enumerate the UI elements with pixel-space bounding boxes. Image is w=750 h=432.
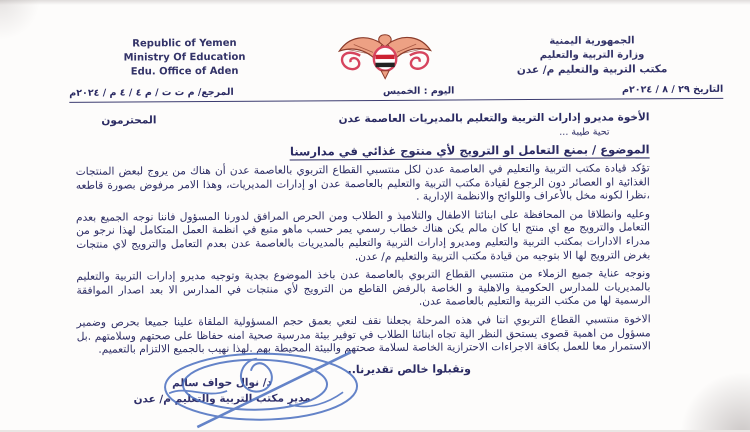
letterhead-arabic bbox=[477, 34, 707, 78]
closing-salutation: وتقبلوا خالص تقديرنا.. bbox=[347, 362, 471, 376]
paragraph-3: ونوجه عناية جميع الزملاء من منتسبي القطاع التربوي بالعاصمة عدن باخذ الموضوع بجدية وتوجيه مديرو إدارات التربية والتعليم بالمديريات للمدارس الحكومية والاهلية و الخاصة بالرفض القاطع من الترويج لأي منتجات في المدارس الا بعد اصدار الموافقة الرسمية لها من مكتب التربية والتعليم بالعاصمة عدن. bbox=[76, 267, 651, 309]
ministry-name-ar: وزارة التربية والتعليم bbox=[539, 48, 645, 61]
signature-scribble bbox=[139, 344, 385, 431]
paragraph-4: الاخوة منتسبي القطاع التربوي اننا في هذه المرحلة بجعلنا نقف لنعي بعمق حجم المسؤولية الملقاة علينا جميعا بحرص وضمير مسؤول من اهمية قصوى يستحق النظر الية تجاه ابنائنا الطلاب في توفير بيئة مدرسية صحية امنه حفاظا على صحتهم وسلامتهم .بل الاستمرار معا للعمل بكافة الاجراءات الاحترازية الخاصة لسلامة صحتهم والبيئة المحيطة بهم .لهذا نهيب بالجميع الالتزام بالتعميم. bbox=[76, 313, 651, 356]
letter-body bbox=[0, 156, 750, 358]
country-name-en: Republic of Yemen bbox=[132, 37, 237, 50]
country-name-ar: الجمهورية اليمنية bbox=[549, 35, 635, 47]
signer-name: د/ نوال حواف سالم bbox=[172, 376, 272, 390]
recipient-line: الأخوة مديرو إدارات التربية والتعليم بالمديريات العاصمة عدن bbox=[338, 111, 650, 126]
letterhead-english bbox=[77, 37, 292, 80]
ministry-name-en: Ministry Of Education bbox=[123, 51, 246, 64]
letterhead bbox=[0, 0, 749, 86]
paragraph-2: وعليه وانطلاقا من المحافظة على ابنائنا الاطفال والتلاميذ و الطلاب ومن الحرص المرافق لدورنا المسؤول فاننا نوجه الجميع بعدم التعامل والترويج مع اي منتج ايا كان مالم يكن هناك خطاب رسمي يمر حسب ماهو متبع في انظمة العمل المتكامل لهذا نرجو من مدراء الادارات بمكتب التربية والتعليم ومديرو إدارات التربية والتعليم بالمديريات بالعاصمة عدن بعدم التعامل والترويج لاي منتجات بغرض الترويج لها الا بتوجيه من قيادة مكتب التربية والتعليم م/ عدن. bbox=[75, 208, 651, 263]
day-field: اليوم : الخميس bbox=[383, 85, 455, 97]
office-name-en: Edu. Office of Aden bbox=[130, 65, 239, 78]
reference-field: المرجع/ م ت ت / م ٤ / ٤ م / ٢٠٢٤م bbox=[69, 86, 234, 99]
greeting-line: تحية طيبة ... bbox=[559, 126, 610, 138]
emblem-wrap bbox=[324, 28, 444, 85]
recipient-honorific: المحترمون bbox=[101, 114, 157, 127]
yemen-emblem-icon bbox=[332, 28, 436, 81]
signer-title: مدير مكتب التربية والتعليم م/ عدن bbox=[133, 392, 311, 406]
recipient-row bbox=[0, 99, 749, 128]
office-name-ar: مكتب التربية والتعليم م/ عدن bbox=[516, 63, 668, 77]
subject-line bbox=[0, 137, 750, 161]
subject-text: الموضوع / بمنع التعامل او الترويج لأي منتوج غذائي في مدارسنا bbox=[289, 142, 650, 159]
paragraph-1: تؤكد قيادة مكتب التربية والتعليم في العاصمة عدن لكل منتسبي القطاع التربوي بالعاصمة عدن أن هناك من يروج لبعض المنتجات الغذائية او العصائر دون الرجوع لقيادة مكتب التربية والتعليم بالعاصمة عدن او إدارات المديريات، وهذا الامر مرفوض بصورة قاطعه ،نظرا لكونه مخل بالأعراف واللوائح والانظمة الإدارية . bbox=[75, 162, 650, 203]
date-field: التاريخ ٢٩ / ٨ / ٢٠٢٤م bbox=[621, 83, 724, 96]
